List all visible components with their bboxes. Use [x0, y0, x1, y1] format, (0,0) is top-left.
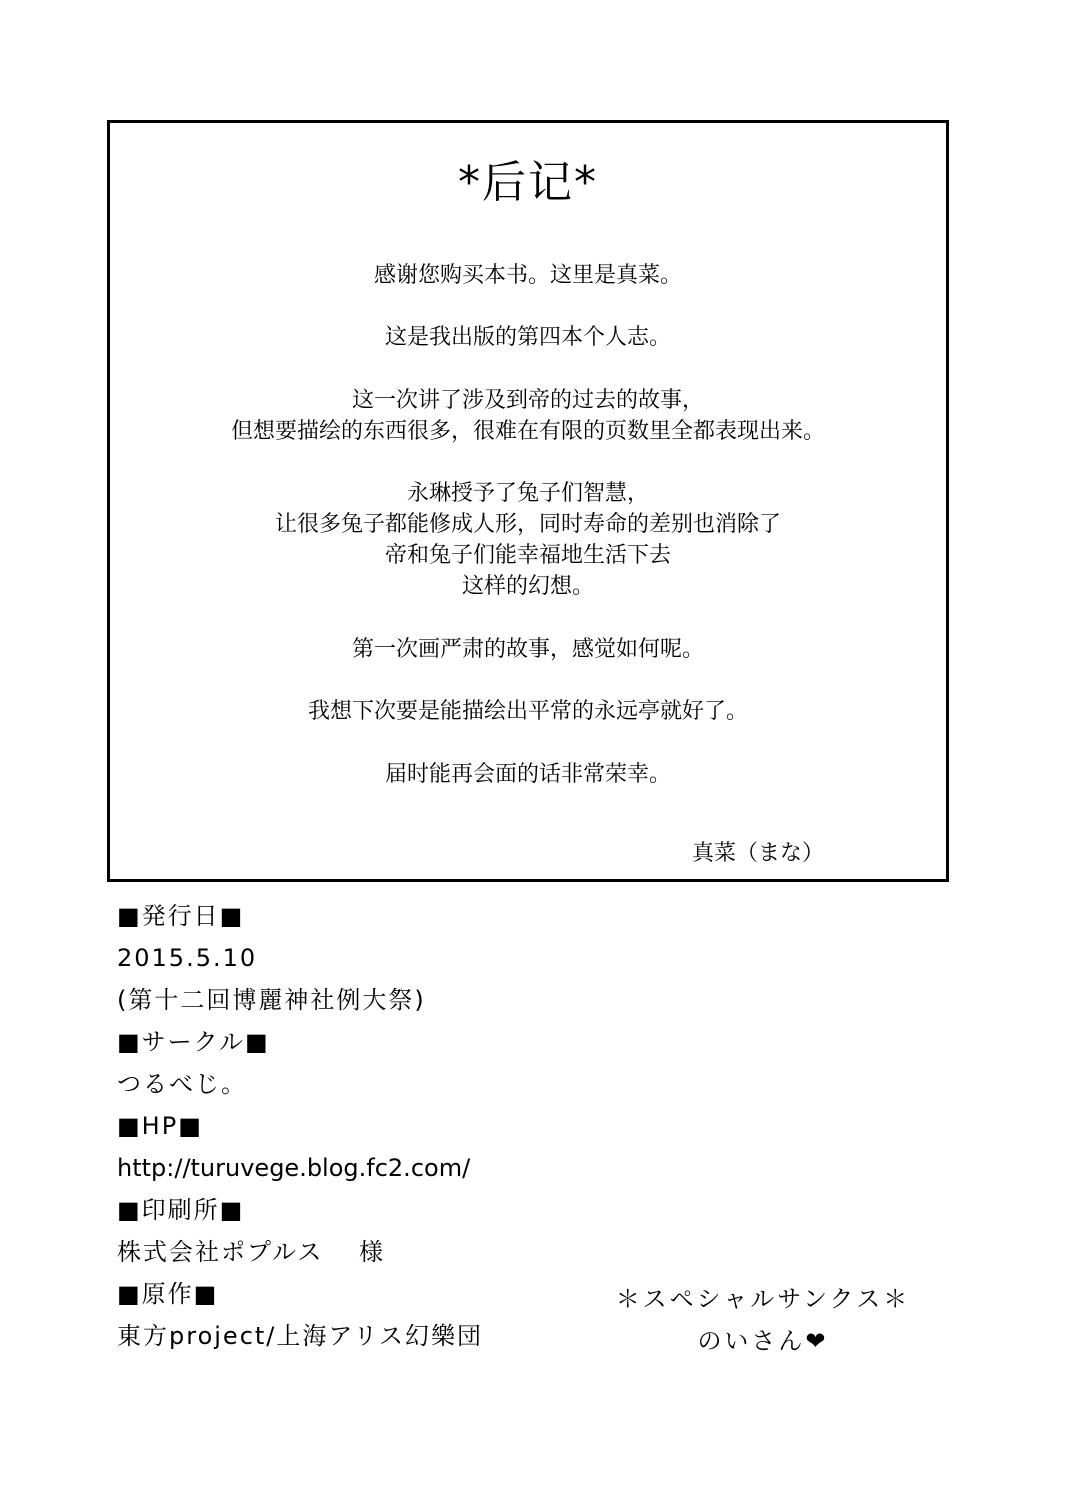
printer-heading: ■印刷所■ [117, 1196, 245, 1224]
afterword-box [107, 120, 949, 882]
afterword-title: *后记* [458, 157, 598, 208]
afterword-line: 感谢您购买本书。这里是真菜。 [373, 263, 682, 288]
special-thanks-name: のいさん❤ [697, 1327, 829, 1355]
colophon [117, 895, 483, 1357]
afterword-signature: 真菜（まな） [691, 841, 824, 866]
hp-heading: ■HP■ [117, 1112, 203, 1140]
printer-name: 株式会社ポプルス 様 [117, 1238, 385, 1266]
issue-date: 2015.5.10 [117, 944, 258, 972]
circle-heading: ■サークル■ [117, 1028, 270, 1056]
event-name: (第十二回博麗神社例大祭) [117, 986, 426, 1014]
afterword-line: 但想要描绘的东西很多，很难在有限的页数里全都表现出来。 [230, 419, 825, 444]
afterword-paragraph-3 [110, 385, 946, 447]
hp-url: http://turuvege.blog.fc2.com/ [117, 1154, 471, 1182]
afterword-paragraph-5 [110, 634, 946, 665]
afterword-line: 让很多兔子都能修成人形，同时寿命的差别也消除了 [274, 512, 781, 537]
afterword-paragraph-2 [110, 322, 946, 353]
afterword-line: 永琳授予了兔子们智慧， [406, 481, 649, 506]
afterword-line: 这一次讲了涉及到帝的过去的故事， [351, 388, 704, 413]
afterword-paragraph-7 [110, 759, 946, 790]
afterword-line: 届时能再会面的话非常荣幸。 [384, 762, 671, 787]
afterword-line: 帝和兔子们能幸福地生活下去 [384, 543, 671, 568]
original-work: 東方project/上海アリス幻樂団 [117, 1322, 483, 1350]
issue-date-heading: ■発行日■ [117, 902, 245, 930]
special-thanks-heading: ＊スペシャルサンクス＊ [615, 1285, 911, 1313]
afterword-line: 这样的幻想。 [461, 574, 594, 599]
afterword-paragraph-4 [110, 478, 946, 602]
afterword-line: 这是我出版的第四本个人志。 [384, 325, 671, 350]
afterword-line: 第一次画严肃的故事，感觉如何呢。 [351, 637, 704, 662]
afterword-paragraph-1 [110, 260, 946, 291]
afterword-paragraph-6 [110, 696, 946, 727]
special-thanks [598, 1278, 928, 1362]
original-heading: ■原作■ [117, 1280, 219, 1308]
circle-name: つるべじ。 [117, 1070, 247, 1098]
afterword-line: 我想下次要是能描绘出平常的永远亭就好了。 [307, 699, 748, 724]
